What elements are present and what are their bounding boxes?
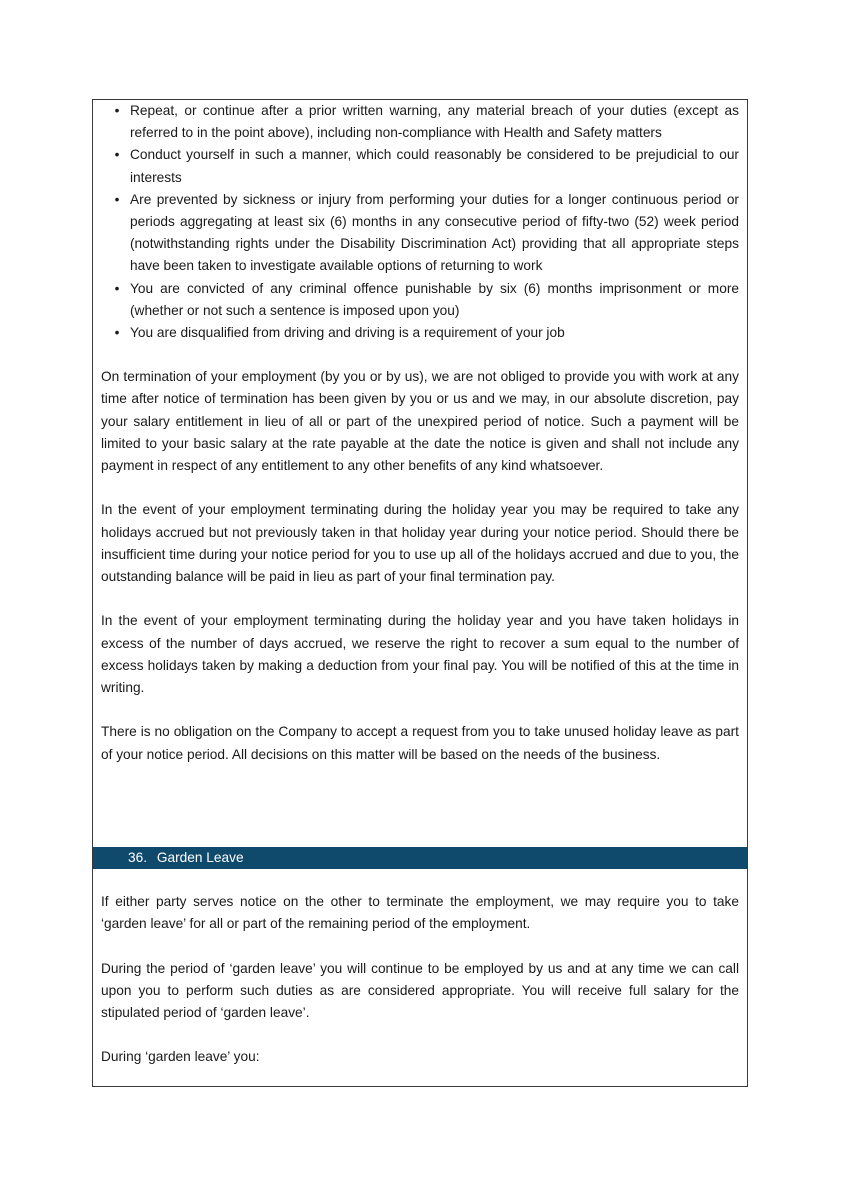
upper-content-box (92, 99, 748, 847)
upper-content (93, 100, 747, 766)
paragraph-garden-leave-duties: During the period of ‘garden leave’ you will continue to be employed by us and at any time we can call upon you to perform such duties as are considered appropriate. You will receive full salary for the stipulated period of ‘garden leave’. (101, 960, 739, 1020)
bullet-icon: • (114, 191, 120, 207)
garden-leave-section (92, 847, 748, 1087)
bullet-icon: • (114, 325, 120, 341)
paragraph-pay-in-lieu: On termination of your employment (by you or by us), we are not obliged to provide you with work at any time after notice of termination has been given by you or us and we may, in our absolute discretion, pay your salary entitlement in lieu of all or part of the unexpired period of notice. Such a payment will be limited to your basic salary at the rate payable at the date the notice is given and shall not include any payment in respect of any entitlement to any other benefits of any kind whatsoever. (101, 369, 739, 474)
paragraph-garden-leave-notice: If either party serves notice on the other to terminate the employment, we may require you to take ‘garden leave’ for all or part of the remaining period of the employment. (101, 894, 739, 932)
list-item: • You are disqualified from driving and driving is a requirement of your job (101, 322, 739, 344)
bullet-icon: • (114, 103, 120, 118)
section-title: Garden Leave (156, 850, 244, 865)
section-number: 36. (128, 850, 148, 865)
paragraph-excess-holidays: In the event of your employment terminating during the holiday year and you have taken holidays in excess of the number of days accrued, we reserve the right to recover a sum equal to the number of excess holidays taken by making a deduction from your final pay. You will be notified of this at the time in writing. (101, 613, 739, 696)
garden-leave-content (101, 891, 739, 1091)
paragraph-garden-leave-intro: During ‘garden leave’ you: (101, 1049, 260, 1065)
termination-bullet-list (101, 100, 739, 344)
bullet-icon: • (114, 147, 120, 163)
list-item: • Are prevented by sickness or injury from performing your duties for a longer continuous period or periods aggregating at least six (6) months in any consecutive period of fifty-two (52) week period (notwithstanding rights under the Disability Discrimination Act) providing that all appropriate steps have been taken to investigate available options of returning to work (101, 189, 739, 278)
section-heading (93, 847, 747, 869)
list-item: • Conduct yourself in such a manner, which could reasonably be considered to be prejudicial to our interests (101, 144, 739, 188)
list-item: • Repeat, or continue after a prior written warning, any material breach of your duties (except as referred to in the point above), including non-compliance with Health and Safety matters (101, 100, 739, 144)
paragraph-no-obligation: There is no obligation on the Company to accept a request from you to take unused holiday leave as part of your notice period. All decisions on this matter will be based on the needs of the business. (101, 724, 739, 762)
bullet-icon: • (114, 280, 120, 296)
list-item: • You are convicted of any criminal offence punishable by six (6) months imprisonment or more (whether or not such a sentence is imposed upon you) (101, 278, 739, 322)
paragraph-holidays-notice: In the event of your employment terminating during the holiday year you may be required to take any holidays accrued but not previously taken in that holiday year during your notice period. Should there be insufficient time during your notice period for you to use up all of the holidays accrued and due to you, the outstanding balance will be paid in lieu as part of your final termination pay. (101, 502, 739, 585)
